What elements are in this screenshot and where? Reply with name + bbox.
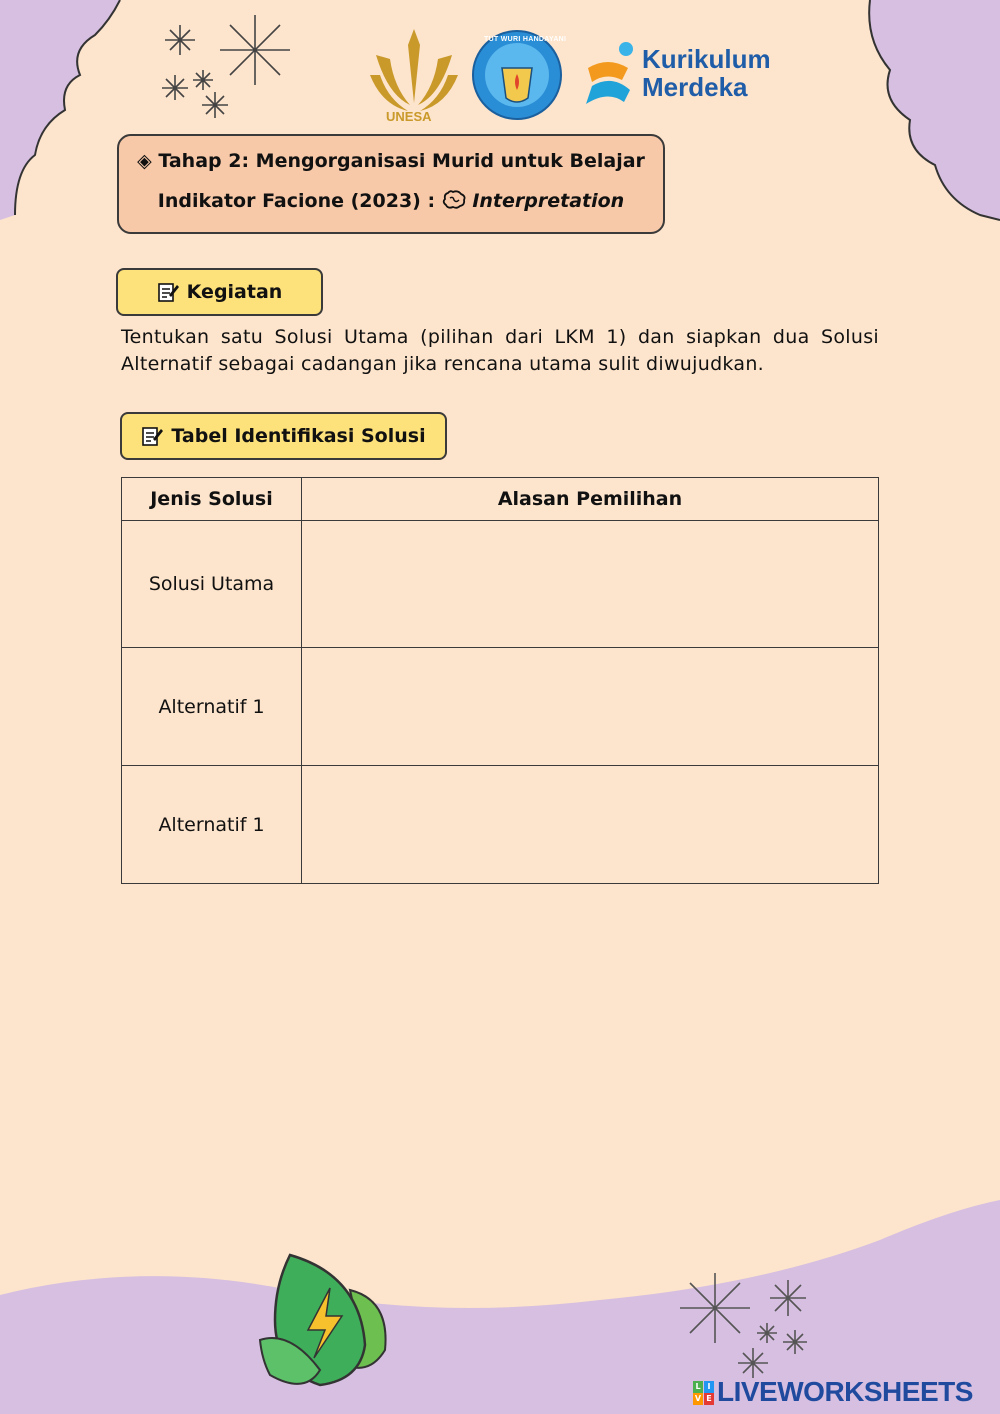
diamond-icon: ◈ (137, 150, 152, 172)
memo-icon (141, 425, 163, 447)
stage-header (117, 134, 665, 234)
mini-letter-l: L (693, 1381, 703, 1393)
kurikulum-merdeka-logo (582, 40, 638, 110)
table-row (122, 766, 879, 884)
mini-letter-e: E (704, 1393, 714, 1405)
alasan-input-solusi-utama[interactable] (302, 521, 879, 648)
tabel-label: Tabel Identifikasi Solusi (171, 425, 426, 447)
liveworksheets-label: LIVEWORKSHEETS (717, 1376, 973, 1407)
col-header-jenis: Jenis Solusi (122, 478, 302, 521)
row-label-solusi-utama: Solusi Utama (122, 521, 302, 648)
tabel-label-box (120, 412, 447, 460)
indicator-prefix: Indikator Facione (2023) : (157, 190, 436, 212)
memo-icon (157, 281, 179, 303)
merdeka-label: Merdeka (642, 72, 748, 102)
mini-letter-v: V (694, 1394, 702, 1403)
mini-letter-i: I (704, 1381, 714, 1393)
stage-title (119, 150, 663, 172)
col-header-alasan: Alasan Pemilihan (302, 478, 879, 521)
kemdikbud-ring-label: TUT WURI HANDAYANI (484, 36, 567, 43)
solution-table (121, 477, 879, 884)
alasan-input-alternatif-a[interactable] (302, 648, 879, 766)
kegiatan-label-box (116, 268, 323, 316)
row-label-alternatif: Alternatif 1 (122, 648, 302, 766)
liveworksheets-logo (693, 1378, 993, 1410)
activity-instructions: Tentukan satu Solusi Utama (pilihan dari LKM 1) dan siapkan dua Solusi Alternatif sebagai cadangan jika rencana utama sulit diwujudkan. (121, 326, 879, 375)
top-right-blob (860, 0, 1000, 240)
kegiatan-label: Kegiatan (186, 281, 283, 303)
row-label-alternatif: Alternatif 1 (122, 766, 302, 884)
indicator-line (119, 190, 663, 212)
indicator-emphasis: Interpretation (472, 190, 625, 212)
sparkles-top-icon (150, 10, 300, 120)
stage-title-text: Tahap 2: Mengorganisasi Murid untuk Belajar (158, 150, 645, 172)
table-header-row (122, 478, 879, 521)
leaf-lightning-icon (250, 1250, 400, 1398)
alasan-input-alternatif-b[interactable] (302, 766, 879, 884)
kurikulum-label: Kurikulum (642, 44, 771, 74)
live-mini-grid (693, 1381, 715, 1405)
brain-icon (442, 190, 466, 210)
unesa-label: UNESA (386, 109, 432, 124)
sparkles-bottom-icon (675, 1268, 815, 1383)
table-row (122, 648, 879, 766)
table-row (122, 521, 879, 648)
